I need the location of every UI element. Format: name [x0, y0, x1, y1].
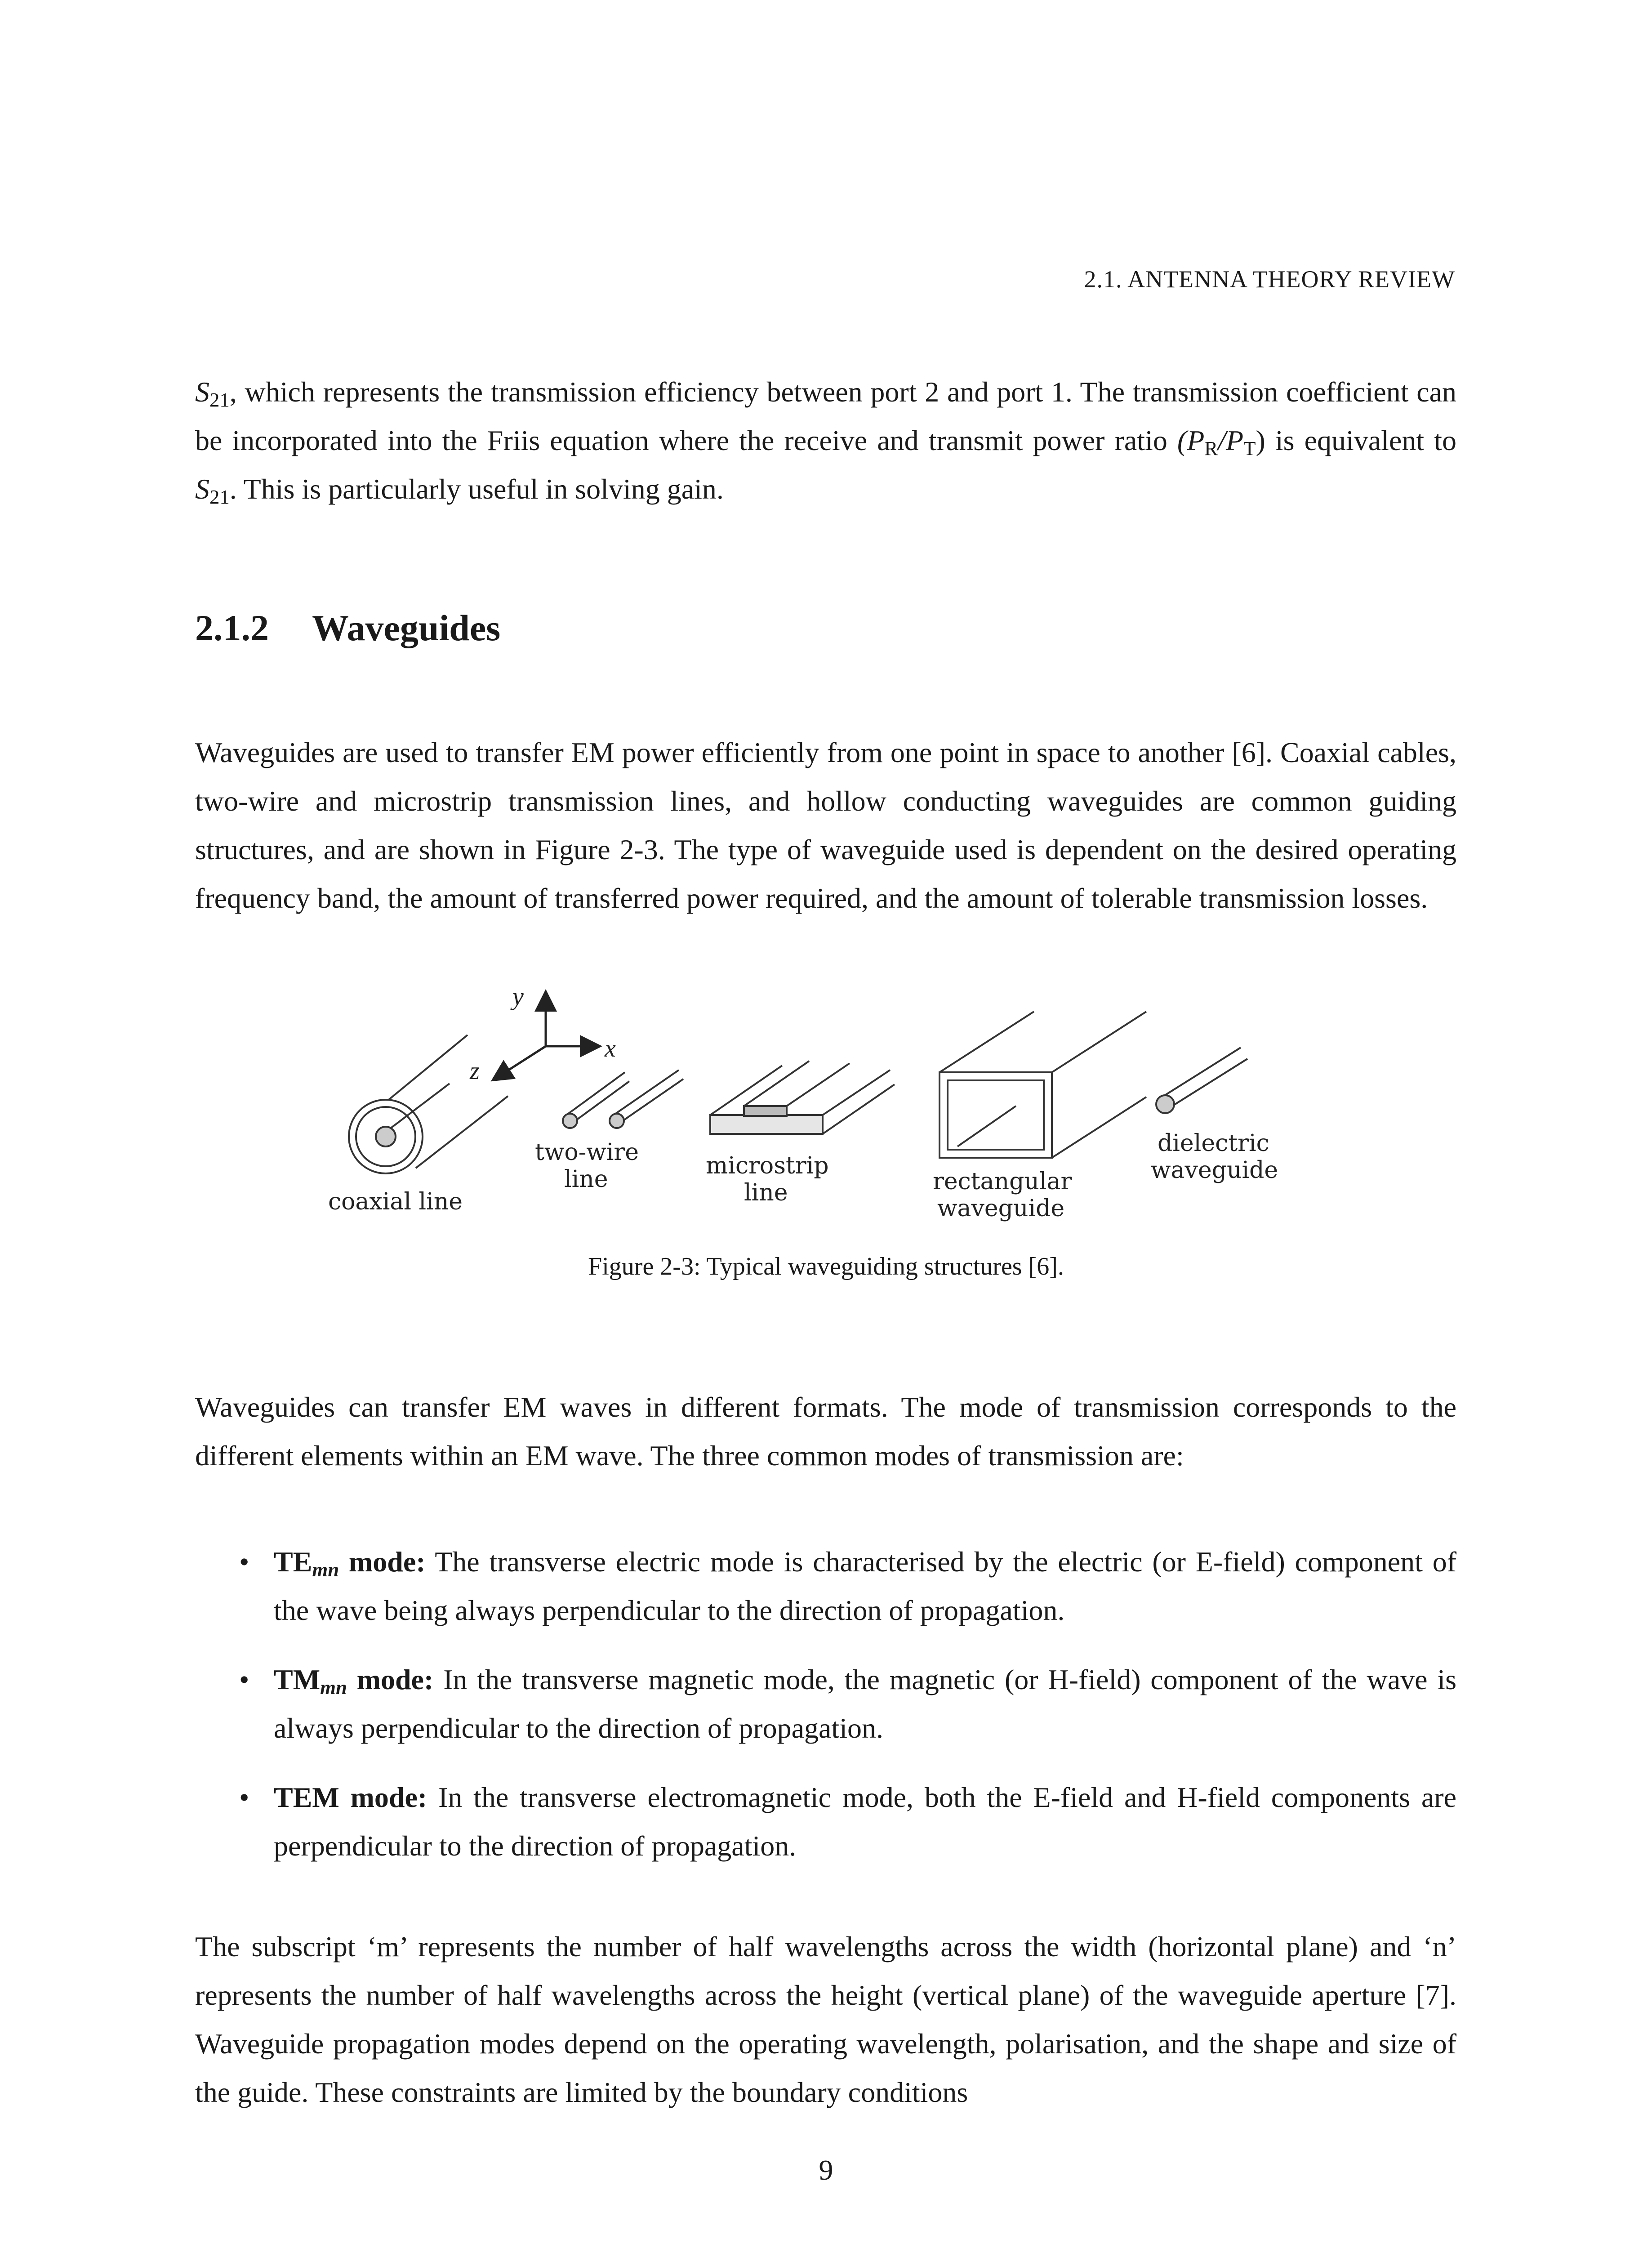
mode-item-tem	[195, 1773, 1456, 1870]
axes	[494, 994, 598, 1079]
subscript-paragraph: The subscript ‘m’ represents the number of half wavelengths across the width (horizontal plane) and ‘n’ represents the number of half wavelengths across the height (vertical plane) of the waveguide aperture [7]. Waveguide propagation modes depend on the operating wavelength, polarisation, and the shape and size of the guide. These constraints are limited by the boundary conditions	[195, 1931, 1456, 2108]
s21b-symbol: S	[195, 473, 209, 505]
mode-description: In the transverse magnetic mode, the magnetic (or H-field) component of the wave is always perpendicular to the direction of propagation.	[274, 1664, 1457, 1744]
microstrip-label-1: microstrip	[706, 1152, 829, 1179]
intro-paragraph	[195, 368, 1456, 513]
intro-text-3: . This is particularly useful in solving gain.	[229, 473, 724, 505]
intro-text-1: , which represents the transmission efficiency between port 2 and port 1. The transmission coefficient can be incorporated into the Friis equation where the receive and transmit power ratio	[195, 376, 1456, 456]
mode-term: $TE_{mn}$ mode:	[274, 1546, 426, 1581]
modes-intro-paragraph: Waveguides can transfer EM waves in different formats. The mode of transmission corresponds to the different elements within an EM wave. The three common modes of transmission are:	[195, 1391, 1456, 1472]
intro-text-2: is equivalent to	[1265, 424, 1457, 456]
mode-term: TEM mode:	[274, 1781, 427, 1813]
dielectric-waveguide-drawing	[1156, 1048, 1247, 1113]
section-title: Waveguides	[312, 607, 501, 648]
dielectric-label-2: waveguide	[1151, 1157, 1278, 1184]
two-wire-label-1: two-wire	[535, 1139, 639, 1166]
waveguides-paragraph: Waveguides are used to transfer EM power efficiently from one point in space to another [6]. Coaxial cables, two-wire and microstrip transmission lines, and hollow conducting waveguides are common guiding structures, and are shown in Figure 2-3. The type of waveguide used is dependent on the desired operating frequency band, the amount of transferred power required, and the amount of tolerable transmission losses.	[195, 736, 1456, 914]
mode-item-tm	[195, 1655, 1456, 1753]
running-header: 2.1. ANTENNA THEORY REVIEW	[1084, 266, 1455, 293]
waveguide-diagram	[315, 985, 1349, 1254]
rectangular-label-2: waveguide	[937, 1195, 1065, 1222]
two-wire-label-2: line	[564, 1166, 608, 1193]
microstrip-label-2: line	[744, 1179, 788, 1206]
coaxial-line-drawing	[349, 1035, 508, 1173]
bullet-dot: •	[239, 1664, 249, 1695]
modes-list	[195, 1538, 1456, 1891]
z-axis-label: z	[470, 1057, 480, 1085]
mode-term: $TM_{mn}$ mode:	[274, 1664, 434, 1699]
s21b-subscript: 21	[209, 486, 230, 508]
microstrip-drawing	[710, 1061, 895, 1134]
two-wire-drawing	[563, 1070, 683, 1128]
mode-item-te	[195, 1538, 1456, 1635]
rectangular-waveguide-drawing	[940, 1012, 1146, 1158]
section-heading	[195, 607, 500, 649]
coaxial-label: coaxial line	[328, 1188, 463, 1215]
pr-subscript: R	[1204, 437, 1218, 460]
bullet-dot: •	[239, 1546, 249, 1578]
s21-subscript: 21	[209, 388, 230, 411]
waveguide-figure	[315, 985, 1349, 1254]
y-axis-label: y	[512, 985, 524, 1011]
z-axis-arrow	[494, 1046, 546, 1079]
bullet-dot: •	[239, 1781, 249, 1813]
s21-symbol: S	[195, 376, 209, 408]
section-number: 2.1.2	[195, 607, 269, 648]
mode-description: The transverse electric mode is characterised by the electric (or E-field) component of the wave being always perpendicular to the direction of propagation.	[274, 1546, 1457, 1626]
mode-description: In the transverse electromagnetic mode, both the E-field and H-field components are perpendicular to the direction of propagation.	[274, 1781, 1457, 1862]
page-number: 9	[819, 2154, 833, 2186]
pt-subscript: T	[1243, 437, 1256, 460]
rectangular-label-1: rectangular	[933, 1168, 1072, 1195]
dielectric-label-1: dielectric	[1158, 1130, 1269, 1157]
x-axis-label: x	[605, 1035, 616, 1062]
pr-symbol: (P	[1177, 424, 1205, 456]
pt-symbol: /P	[1218, 424, 1244, 456]
ratio-close: )	[1256, 424, 1265, 456]
figure-caption: Figure 2-3: Typical waveguiding structures [6].	[588, 1253, 1064, 1280]
